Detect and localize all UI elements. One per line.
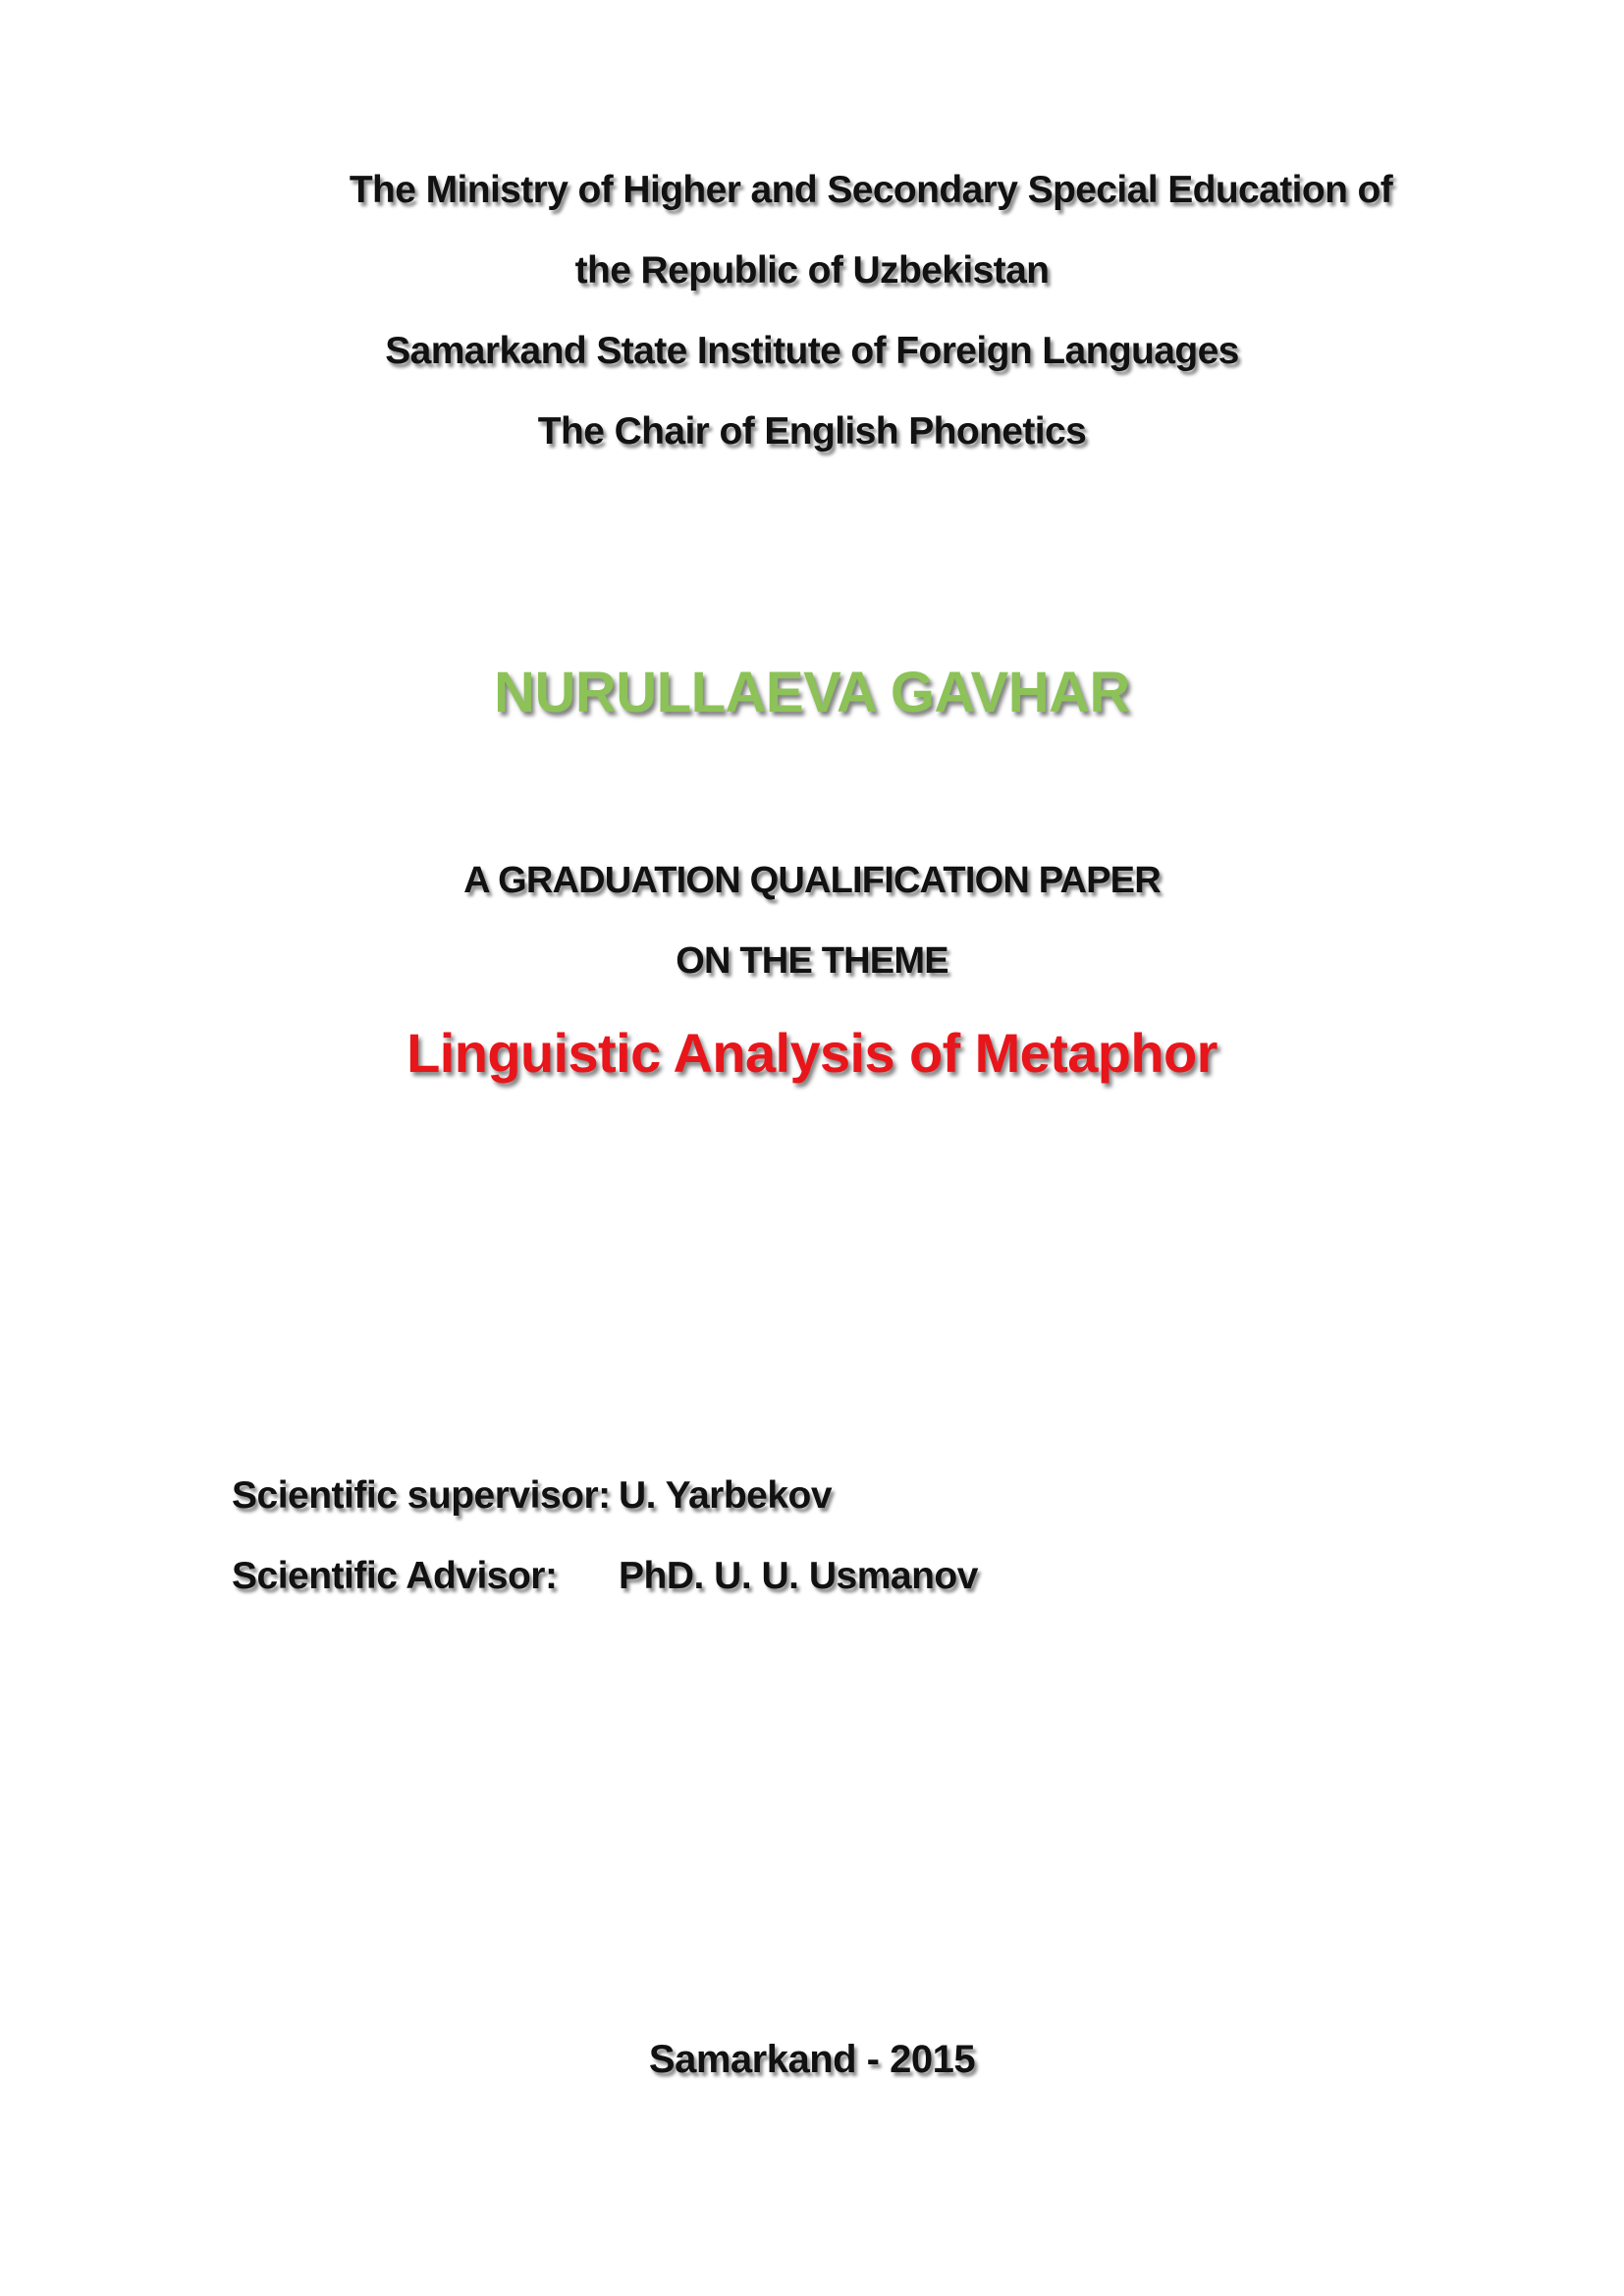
advisor-name: PhD. U. U. Usmanov [619,1555,978,1597]
place-and-year: Samarkand - 2015 [648,2038,976,2081]
chair-name: The Chair of English Phonetics [537,410,1087,453]
advisor-row [232,1555,978,1598]
supervisor-row [232,1474,832,1518]
supervisor-label: Scientific supervisor: [232,1474,611,1517]
supervisor-name: U. Yarbekov [619,1474,833,1517]
author-name: NURULLAEVA GAVHAR [494,661,1130,724]
paper-type-line-2: ON THE THEME [676,940,948,982]
institute-name: Samarkand State Institute of Foreign Languages [385,330,1239,372]
advisor-label: Scientific Advisor: [232,1555,558,1597]
paper-title: Linguistic Analysis of Metaphor [406,1022,1218,1084]
ministry-line-1: The Ministry of Higher and Secondary Special Education of [349,169,1393,211]
ministry-line-2: the Republic of Uzbekistan [574,249,1050,292]
paper-type-line-1: A GRADUATION QUALIFICATION PAPER [463,860,1161,901]
